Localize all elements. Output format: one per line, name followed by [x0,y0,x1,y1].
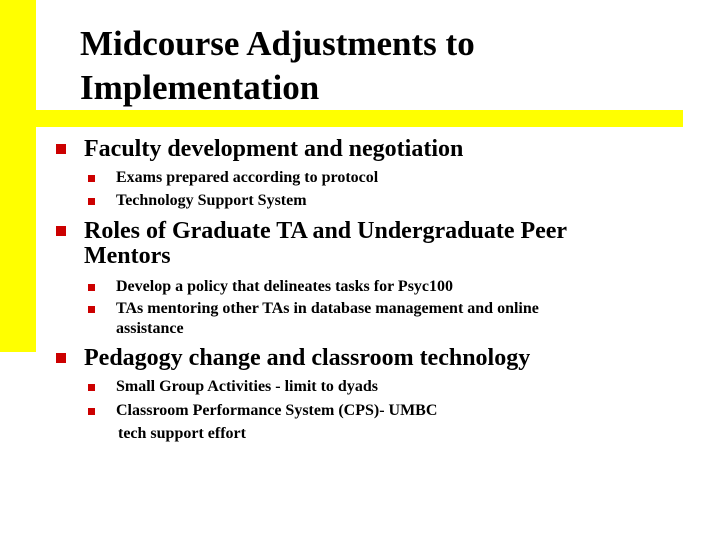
bullet-icon [88,175,95,182]
bullet-icon [88,306,95,313]
bullet-icon [88,384,95,391]
list-item-text-continued: tech support effort [118,425,246,442]
section-heading-text-line-1: Roles of Graduate TA and Undergraduate Peer [84,218,568,244]
list-item [116,377,696,397]
section-heading-faculty [84,138,704,160]
section-heading-roles [84,220,704,267]
bullet-icon [88,284,95,291]
list-item-text: TAs mentoring other TAs in database management and online [116,300,539,317]
list-item-text: Small Group Activities - limit to dyads [116,378,378,395]
slide-title-line-2: Implementation [80,68,320,107]
list-item [116,401,696,444]
bullet-icon [88,198,95,205]
bullet-icon [56,144,66,154]
list-item-text-continued: assistance [116,320,184,337]
section-heading-pedagogy [84,347,704,369]
section-heading-text: Pedagogy change and classroom technology [84,345,531,371]
list-item [116,277,696,297]
list-item-text: Technology Support System [116,192,307,209]
section-heading-text-line-2: Mentors [84,243,171,269]
list-item [116,191,696,211]
list-item-text: Classroom Performance System (CPS)- UMBC [116,402,438,419]
list-item [116,168,696,188]
bullet-icon [88,408,95,415]
list-item-text: Develop a policy that delineates tasks for Psyc100 [116,278,454,295]
list-item-text: Exams prepared according to protocol [116,169,379,186]
section-heading-text: Faculty development and negotiation [84,136,464,162]
slide-title-line-1: Midcourse Adjustments to [80,24,475,63]
bullet-icon [56,226,66,236]
list-item [116,299,696,339]
bullet-icon [56,353,66,363]
